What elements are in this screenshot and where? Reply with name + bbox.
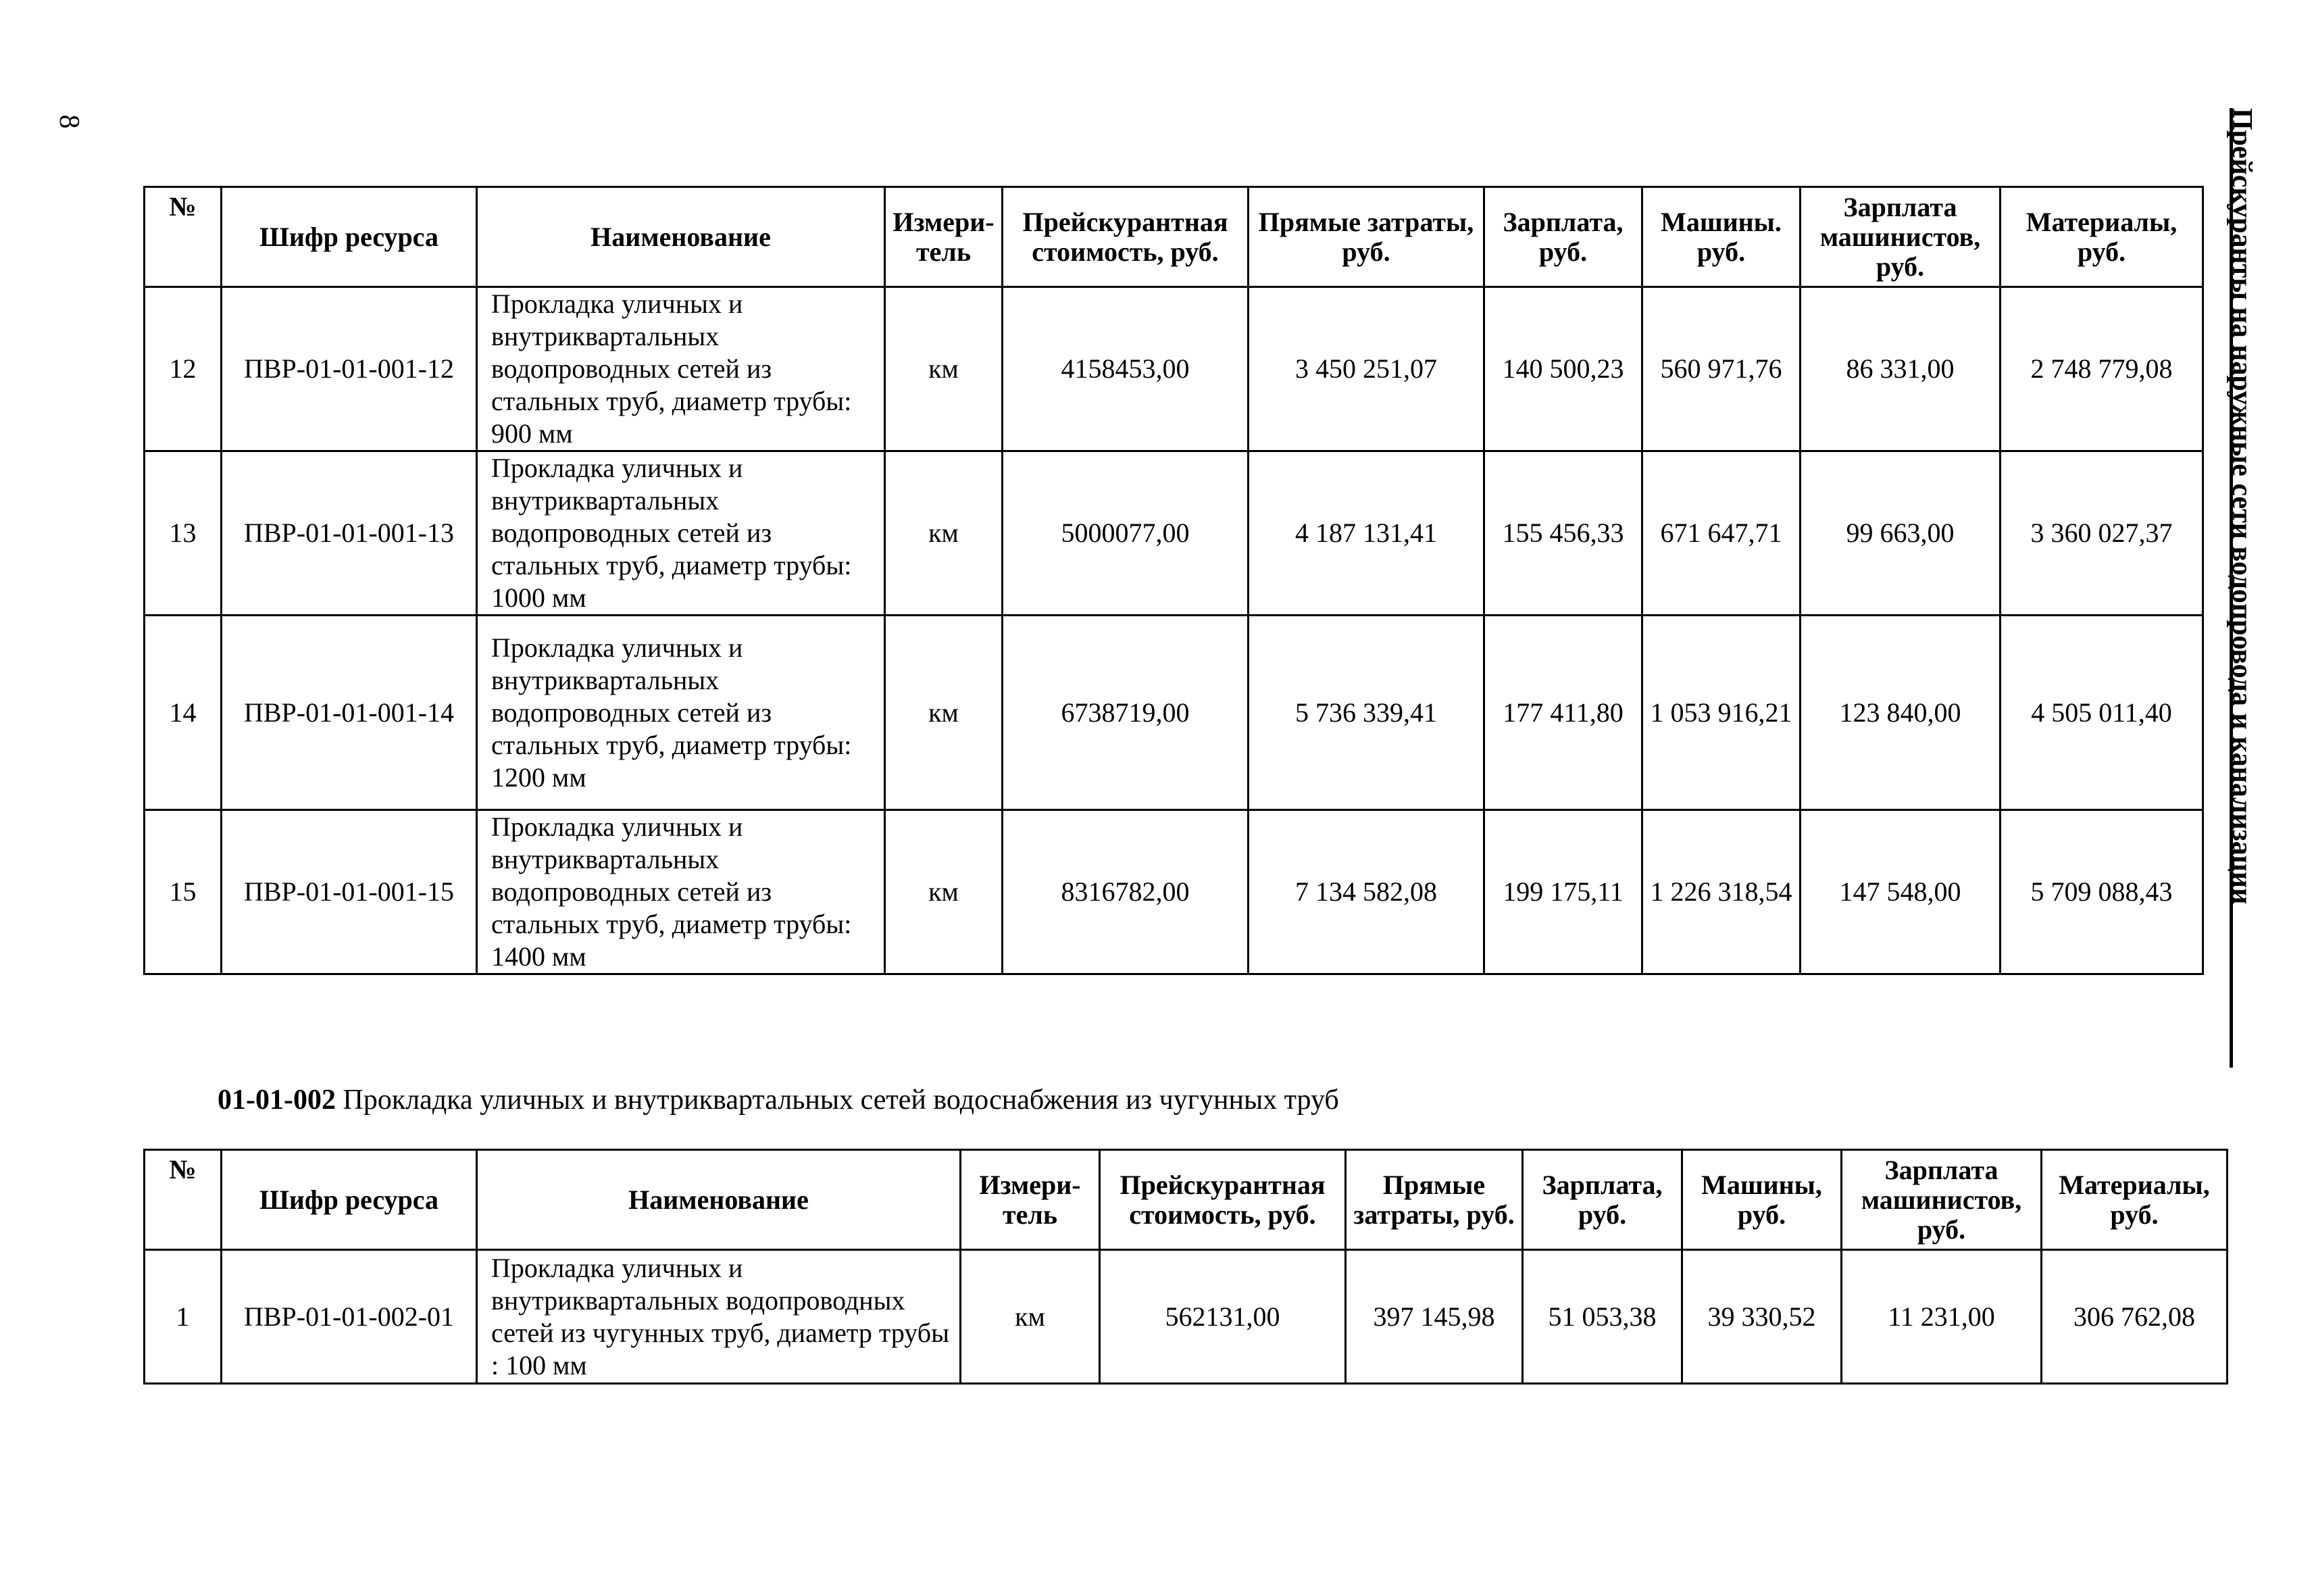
section-heading [218, 1081, 2109, 1119]
cell-direct: 4 187 131,41 [1249, 451, 1484, 616]
side-title: Прейскуранты на наружные сети водопровода и канализации [2226, 108, 2257, 905]
price-table-steel [143, 186, 2204, 975]
cell-operators: 11 231,00 [1842, 1250, 2042, 1384]
header-materials: Материалы, руб. [2001, 187, 2203, 287]
page-number: 8 [53, 114, 84, 129]
cell-price: 562131,00 [1100, 1250, 1346, 1384]
cell-operators: 99 663,00 [1801, 451, 2001, 616]
header-name: Наименование [477, 187, 885, 287]
cell-unit: км [885, 287, 1003, 451]
running-header [2226, 108, 2297, 1068]
table-row [145, 451, 2203, 616]
cell-machines: 39 330,52 [1682, 1250, 1842, 1384]
table-row [145, 1250, 2228, 1384]
cell-machines: 1 226 318,54 [1642, 810, 1801, 974]
header-code: Шифр ресурса [222, 1150, 477, 1250]
header-materials: Материалы, руб. [2042, 1150, 2228, 1250]
header-price: Прейскурантная стоимость, руб. [1100, 1150, 1346, 1250]
cell-unit: км [885, 616, 1003, 810]
cell-name: Прокладка уличных и внутриквартальных водопроводных сетей из стальных труб, диаметр трубы: 1200 мм [477, 616, 885, 810]
cell-machines: 560 971,76 [1642, 287, 1801, 451]
cell-num: 1 [145, 1250, 222, 1384]
table-row [145, 810, 2203, 974]
price-table-cast-iron [143, 1149, 2228, 1385]
cell-materials: 306 762,08 [2042, 1250, 2228, 1384]
header-num: № [145, 187, 222, 287]
cell-code: ПВР-01-01-002-01 [222, 1250, 477, 1384]
cell-machines: 1 053 916,21 [1642, 616, 1801, 810]
cell-price: 8316782,00 [1003, 810, 1249, 974]
header-salary: Зарплата, руб. [1523, 1150, 1682, 1250]
cell-price: 4158453,00 [1003, 287, 1249, 451]
cell-operators: 86 331,00 [1801, 287, 2001, 451]
header-salary: Зарплата, руб. [1484, 187, 1642, 287]
cell-salary: 155 456,33 [1484, 451, 1642, 616]
cell-code: ПВР-01-01-001-13 [222, 451, 477, 616]
cell-num: 14 [145, 616, 222, 810]
cell-machines: 671 647,71 [1642, 451, 1801, 616]
cell-salary: 177 411,80 [1484, 616, 1642, 810]
cell-name: Прокладка уличных и внутриквартальных водопроводных сетей из стальных труб, диаметр трубы: 900 мм [477, 287, 885, 451]
cell-unit: км [885, 810, 1003, 974]
header-unit: Измери-тель [885, 187, 1003, 287]
header-name: Наименование [477, 1150, 961, 1250]
table-header-row [145, 187, 2203, 287]
cell-num: 15 [145, 810, 222, 974]
cell-materials: 4 505 011,40 [2001, 616, 2203, 810]
header-direct: Прямые затраты, руб. [1346, 1150, 1523, 1250]
header-operators: Зарплата машинистов, руб. [1842, 1150, 2042, 1250]
cell-name: Прокладка уличных и внутриквартальных водопроводных сетей из стальных труб, диаметр трубы: 1400 мм [477, 810, 885, 974]
cell-code: ПВР-01-01-001-14 [222, 616, 477, 810]
cell-num: 13 [145, 451, 222, 616]
cell-salary: 51 053,38 [1523, 1250, 1682, 1384]
cell-code: ПВР-01-01-001-15 [222, 810, 477, 974]
table-row [145, 616, 2203, 810]
cell-materials: 2 748 779,08 [2001, 287, 2203, 451]
cell-operators: 147 548,00 [1801, 810, 2001, 974]
cell-salary: 140 500,23 [1484, 287, 1642, 451]
table-row [145, 287, 2203, 451]
header-operators: Зарплата машинистов, руб. [1801, 187, 2001, 287]
header-unit: Измери-тель [961, 1150, 1100, 1250]
cell-direct: 397 145,98 [1346, 1250, 1523, 1384]
section-title: Прокладка уличных и внутриквартальных сетей водоснабжения из чугунных труб [343, 1084, 1339, 1116]
section-code: 01-01-002 [218, 1084, 336, 1116]
table-header-row [145, 1150, 2228, 1250]
cell-materials: 5 709 088,43 [2001, 810, 2203, 974]
cell-materials: 3 360 027,37 [2001, 451, 2203, 616]
cell-direct: 3 450 251,07 [1249, 287, 1484, 451]
header-price: Прейскурантная стоимость, руб. [1003, 187, 1249, 287]
header-machines: Машины. руб. [1642, 187, 1801, 287]
cell-salary: 199 175,11 [1484, 810, 1642, 974]
cell-direct: 7 134 582,08 [1249, 810, 1484, 974]
header-code: Шифр ресурса [222, 187, 477, 287]
cell-num: 12 [145, 287, 222, 451]
header-num: № [145, 1150, 222, 1250]
cell-price: 5000077,00 [1003, 451, 1249, 616]
cell-unit: км [885, 451, 1003, 616]
cell-direct: 5 736 339,41 [1249, 616, 1484, 810]
cell-price: 6738719,00 [1003, 616, 1249, 810]
header-direct: Прямые затраты, руб. [1249, 187, 1484, 287]
cell-unit: км [961, 1250, 1100, 1384]
header-machines: Машины, руб. [1682, 1150, 1842, 1250]
cell-operators: 123 840,00 [1801, 616, 2001, 810]
cell-name: Прокладка уличных и внутриквартальных водопроводных сетей из чугунных труб, диаметр трубы : 100 мм [477, 1250, 961, 1384]
cell-name: Прокладка уличных и внутриквартальных водопроводных сетей из стальных труб, диаметр трубы: 1000 мм [477, 451, 885, 616]
cell-code: ПВР-01-01-001-12 [222, 287, 477, 451]
